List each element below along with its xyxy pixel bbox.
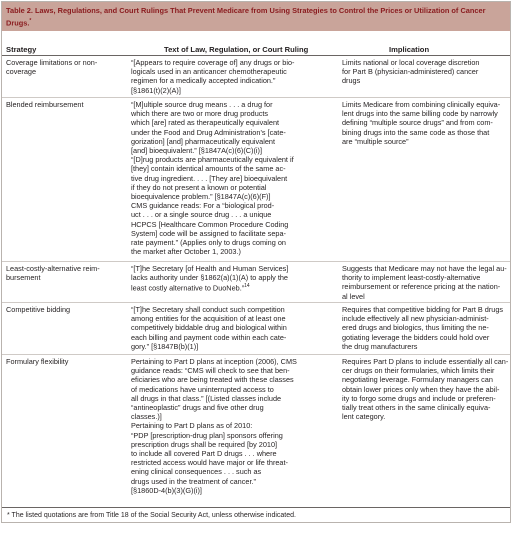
table-title-band [2, 2, 510, 31]
row-blended-strategy: Blended reimbursement [6, 100, 84, 109]
row-blended-text: “[M]ultiple source drug means . . . a drug for which there are two or more drug products which [are] rated as therapeutically equivalent under the Food and Drug Administration’s [cate- gorization] [and] pharmaceutically equivalent [and] bioequivalent.” [§1847A(c)(6)(C)(i)] “[D]rug products are pharmaceutically equivalent if [they] contain identical amounts of the same ac- tive drug ingredient. . . . [They are] bioequivalent if they do not present a known or potential bioequivalence problem.” [§1847A(c)(6)(F)] CMS guidance reads: For a “biological prod- uct . . . or a single source drug . . . a unique HCPCS [Healthcare Common Procedure Coding System] code will be assigned to facilitate sepa- rate payment.” (Applies only to drugs coming on the market after October 1, 2003.) [131, 100, 294, 257]
row-coverage-implication: Limits national or local coverage discretion for Part B (physician-administered) cancer drugs [342, 58, 480, 86]
title-line-1: Table 2. Laws, Regulations, and Court Rulings That Prevent Medicare from Using Strategies to Control the Prices or Utilization of Cancer [6, 6, 486, 15]
row-lca-implication: Suggests that Medicare may not have the legal au- thority to implement least-costly-alternative reimbursement or reference pricing at the nation- al level [342, 264, 507, 301]
column-header-implication: Implication [389, 45, 430, 54]
row-formulary-text: Pertaining to Part D plans at inception (2006), CMS guidance reads: “CMS will check to see that ben- eficiaries who are being treated with these classes of medications have uninterrupted access to all drugs in that class.” [(Listed classes include “antineoplastic” drugs and five other drug classes.)] Pertaining to Part D plans as of 2010: “PDP [prescription-drug plan] sponsors offering prescription drugs shall be required [by 2010] to include all covered Part D drugs . . . where restricted access would have major or life threat- ening clinical consequences . . . such as drugs used in the treatment of cancer.” [§1860D-4(b)(3)(G)(i)] [131, 357, 297, 495]
footer-rule [2, 507, 510, 508]
row-bidding-text: “[T]he Secretary shall conduct such competition among entities for the acquisition of at least one competitively biddable drug and biological within each billing and payment code within each cate- gory.” [§1847B(b)(1)] [131, 305, 287, 351]
table-title [6, 5, 506, 28]
header-rule [2, 55, 510, 56]
title-footnote-marker: * [29, 18, 32, 24]
table-footnote: * The listed quotations are from Title 18 of the Social Security Act, unless otherwise indicated. [7, 512, 296, 519]
reference-14: 14 [244, 283, 250, 290]
column-header-text: Text of Law, Regulation, or Court Ruling [164, 45, 309, 54]
row-divider [2, 354, 510, 355]
row-divider [2, 261, 510, 262]
row-lca-strategy: Least-costly-alternative reim- bursement [6, 264, 100, 283]
table-frame [1, 1, 511, 523]
title-line-2: Drugs. [6, 18, 30, 28]
row-formulary-implication: Requires Part D plans to include essentially all can- cer drugs on their formularies, which limits their negotiating leverage. Formulary managers can obtain lower prices only when they have the abil- ity to forgo some drugs and include or preferen- tially treat others in the same clinically equiva- lent category. [342, 357, 509, 422]
row-coverage-strategy: Coverage limitations or non- coverage [6, 58, 98, 77]
row-bidding-strategy: Competitive bidding [6, 305, 71, 314]
row-blended-implication: Limits Medicare from combining clinically equiva- lent drugs into the same billing code by narrowly defining “multiple source drugs” and from com- bining drugs into the same code as those that are “multiple source” [342, 100, 501, 146]
row-divider [2, 302, 510, 303]
column-header-strategy: Strategy [6, 45, 37, 54]
row-coverage-text: “[Appears to require coverage of] any drugs or bio- logicals used in an anticancer chemotherapeutic regimen for a medically accepted indication.” [§1861(t)(2)(A)] [131, 58, 295, 95]
row-formulary-strategy: Formulary flexibility [6, 357, 69, 366]
row-lca-text: “[T]he Secretary [of Health and Human Services] lacks authority under §1862(a)(1)(A) to apply the least costly alternative to DuoNeb.”$^{14}$ [131, 264, 289, 293]
row-bidding-implication: Requires that competitive bidding for Part B drugs include effectively all new physician-administ- ered drugs and biologics, thus limiting the ne- gotiating leverage the bidders could hold over the drug manufacturers [342, 305, 504, 351]
row-divider [2, 97, 510, 98]
